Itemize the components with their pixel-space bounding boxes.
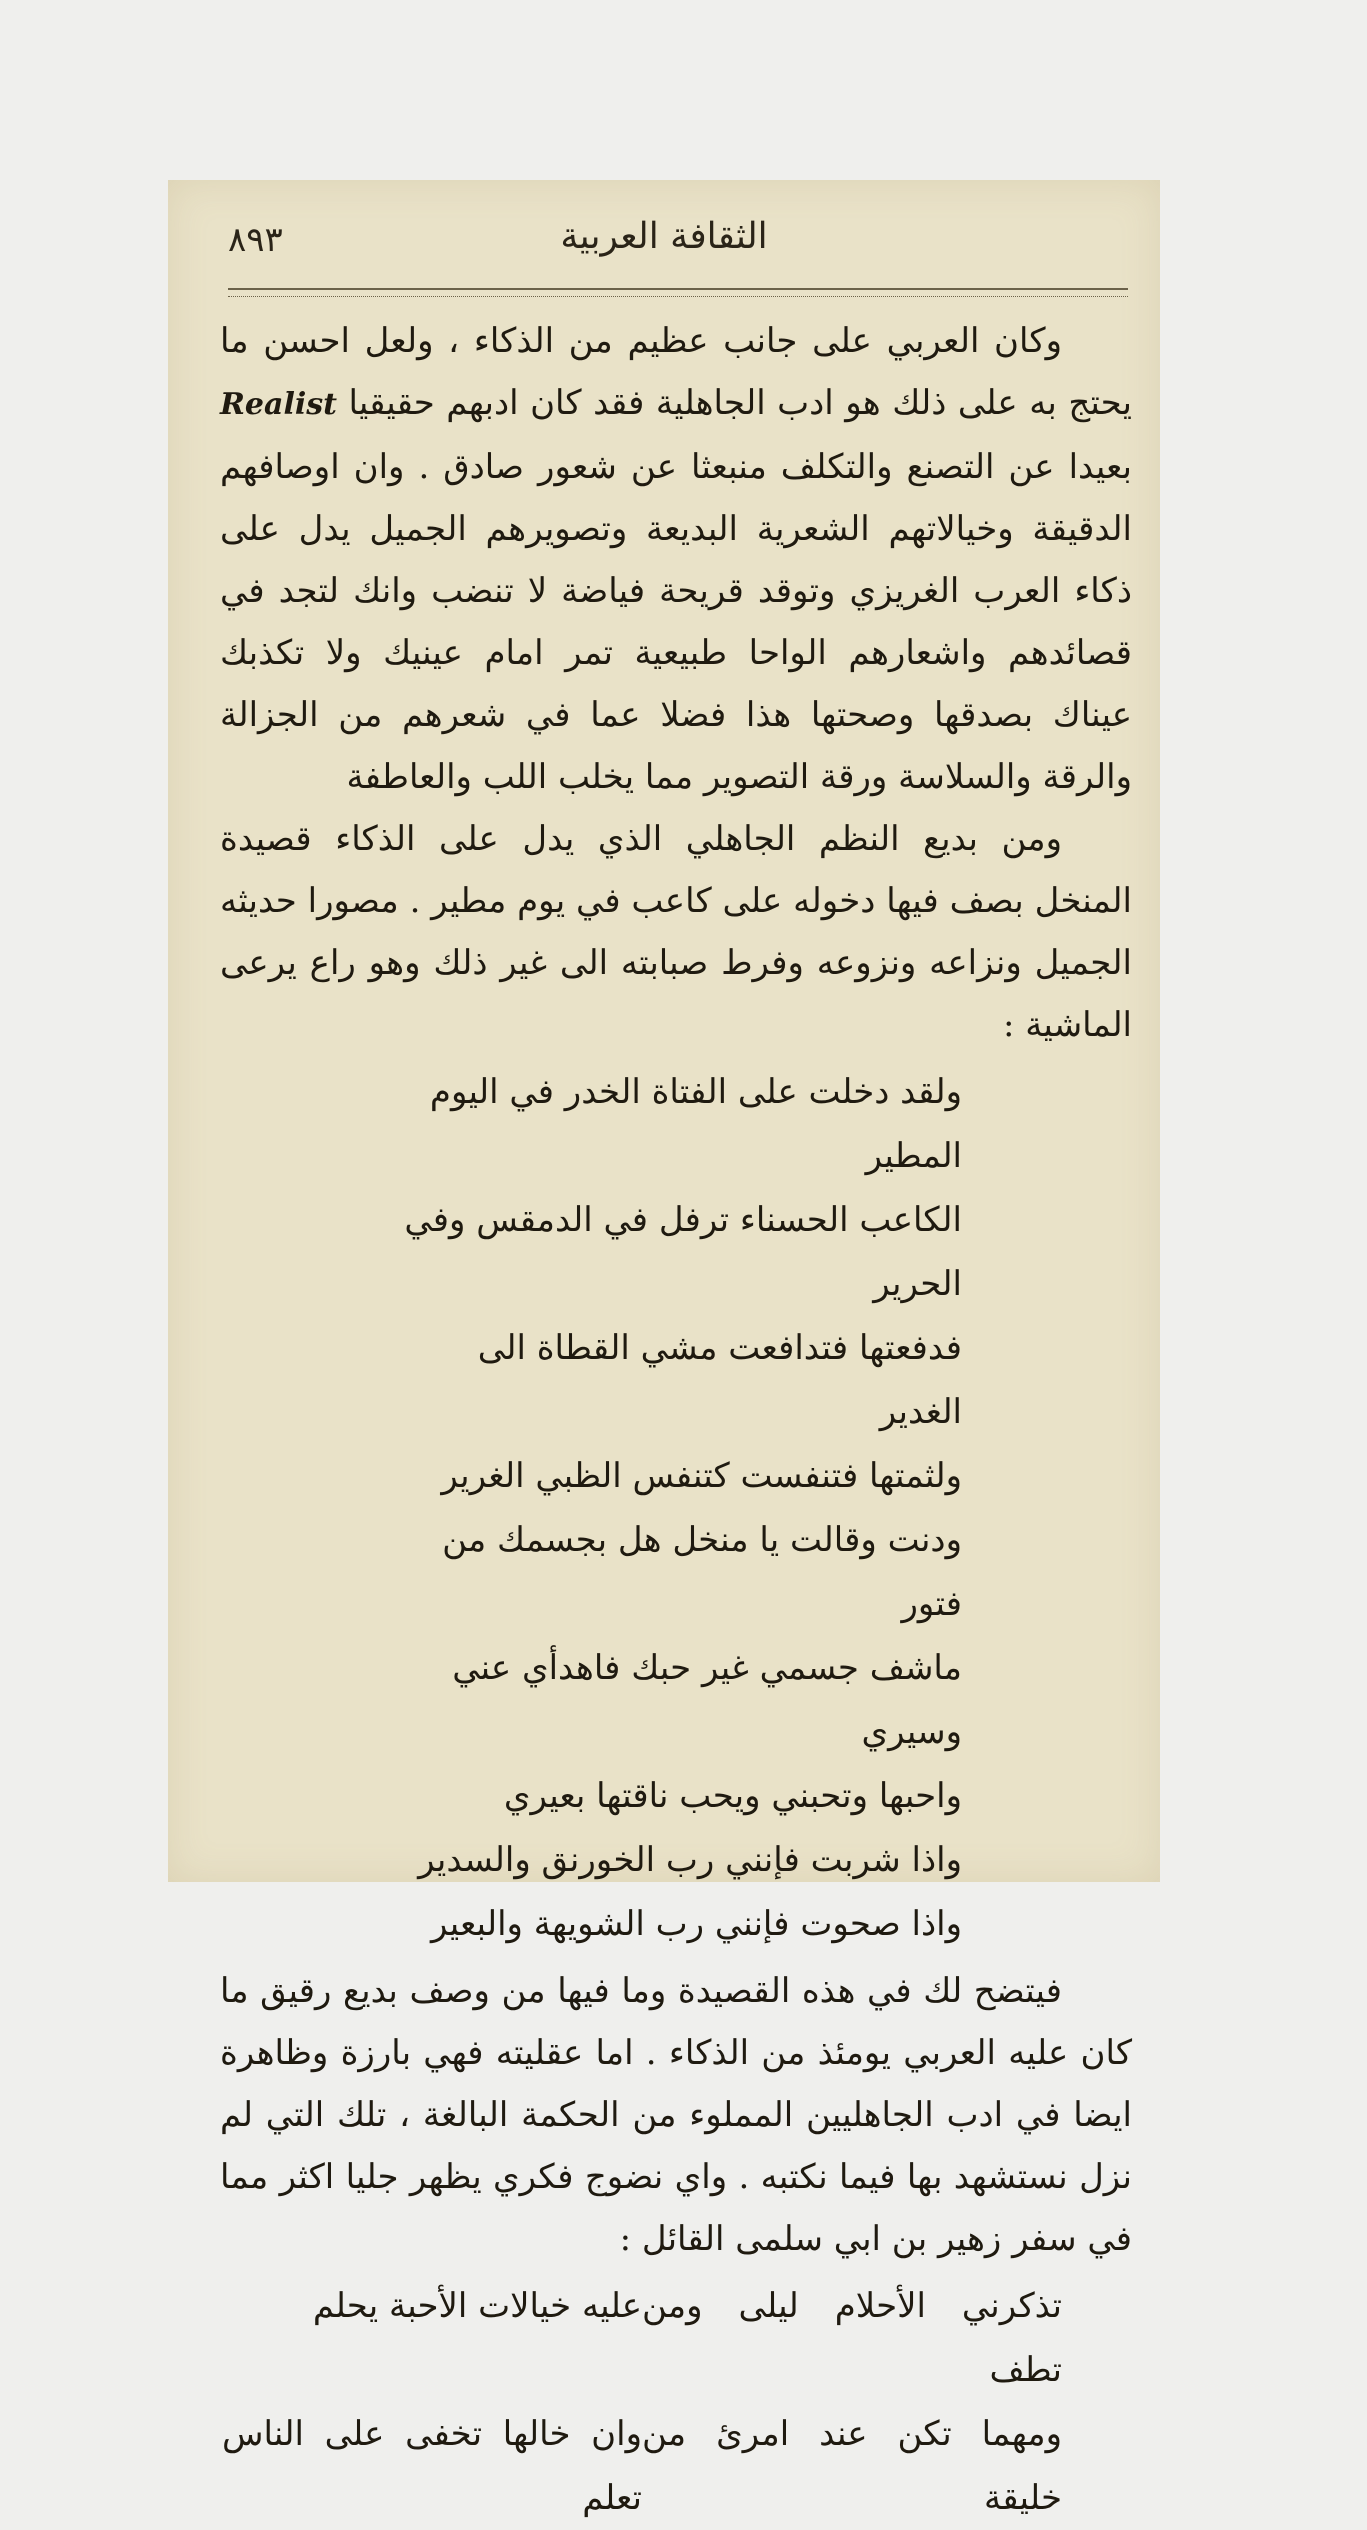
poem-verse: واحبها وتحبني ويحب ناقتها بعيري <box>503 1776 962 1816</box>
paragraph-1 <box>220 310 1132 808</box>
first-hemistich: تذكرني الأحلام ليلى ومن تطف <box>642 2286 1062 2390</box>
page-number: ٨٩٣ <box>228 220 283 260</box>
poem-verse: ولثمتها فتنفست كتنفس الظبي الغرير <box>441 1456 962 1496</box>
second-hemistich: وان خالها تخفى على الناس تعلم <box>222 2414 642 2518</box>
page-body <box>220 310 1132 2530</box>
book-page <box>168 180 1160 2518</box>
paragraph-1-part-2: بعيدا عن التصنع والتكلف منبعثا عن شعور صادق . وان اوصافهم الدقيقة وخيالاتهم الشعرية البديعة وتصويرهم الجميل يدل على ذكاء العرب الغريزي وتوقد قريحة فياضة لا تنضب وانك لتجد في قصائدهم واشعارهم الواحا طبيعية تمر امام عينيك ولا تكذبك عيناك بصدقها وصحتها هذا فضلا عما في شعرهم من الجزالة والرقة والسلاسة ورقة التصوير مما يخلب اللب والعاطفة <box>220 447 1132 797</box>
poem-verse: ودنت وقالت يا منخل هل بجسمك من فتور <box>442 1520 962 1624</box>
poem-verse: فدفعتها فتدافعت مشي القطاة الى الغدير <box>477 1328 962 1432</box>
running-title: الثقافة العربية <box>560 216 768 257</box>
poem-verse: ولقد دخلت على الفتاة الخدر في اليوم المطير <box>429 1072 962 1176</box>
poem-munakhkhal <box>220 1060 1132 1956</box>
second-hemistich: عليه خيالات الأحبة يحلم <box>312 2286 642 2326</box>
poem-verse: ماشف جسمي غير حبك فاهدأي عني وسيري <box>452 1648 962 1752</box>
latin-term: Realist <box>220 387 337 422</box>
first-hemistich: ومهما تكن عند امرئ من خليقة <box>642 2414 1062 2518</box>
poem-verse: الكاعب الحسناء ترفل في الدمقس وفي الحرير <box>404 1200 962 1304</box>
poem-zuhayr <box>220 2274 1132 2530</box>
paragraph-1-part-1: وكان العربي على جانب عظيم من الذكاء ، ولعل احسن ما يحتج به على ذلك هو ادب الجاهلية فقد كان ادبهم حقيقيا <box>220 321 1132 423</box>
paragraph-2: ومن بديع النظم الجاهلي الذي يدل على الذكاء قصيدة المنخل بصف فيها دخوله على كاعب في يوم مطير . مصورا حديثه الجميل ونزاعه ونزوعه وفرط صبابته الى غير ذلك وهو راع يرعى الماشية : <box>220 819 1132 1045</box>
poem-couplet <box>220 2274 1062 2402</box>
poem-verse: واذا صحوت فإنني رب الشويهة والبعير <box>431 1904 962 1944</box>
paragraph-3: فيتضح لك في هذه القصيدة وما فيها من وصف بديع رقيق ما كان عليه العربي يومئذ من الذكاء . اما عقليته فهي بارزة وظاهرة ايضا في ادب الجاهليين المملوء من الحكمة البالغة ، تلك التي لم نزل نستشهد بها فيما نكتبه . واي نضوج فكري يظهر جليا اكثر مما في سفر زهير بن ابي سلمى القائل : <box>220 1971 1132 2259</box>
header-rule <box>228 288 1128 297</box>
poem-couplet <box>220 2402 1062 2530</box>
poem-verse: واذا شربت فإنني رب الخورنق والسدير <box>418 1840 962 1880</box>
